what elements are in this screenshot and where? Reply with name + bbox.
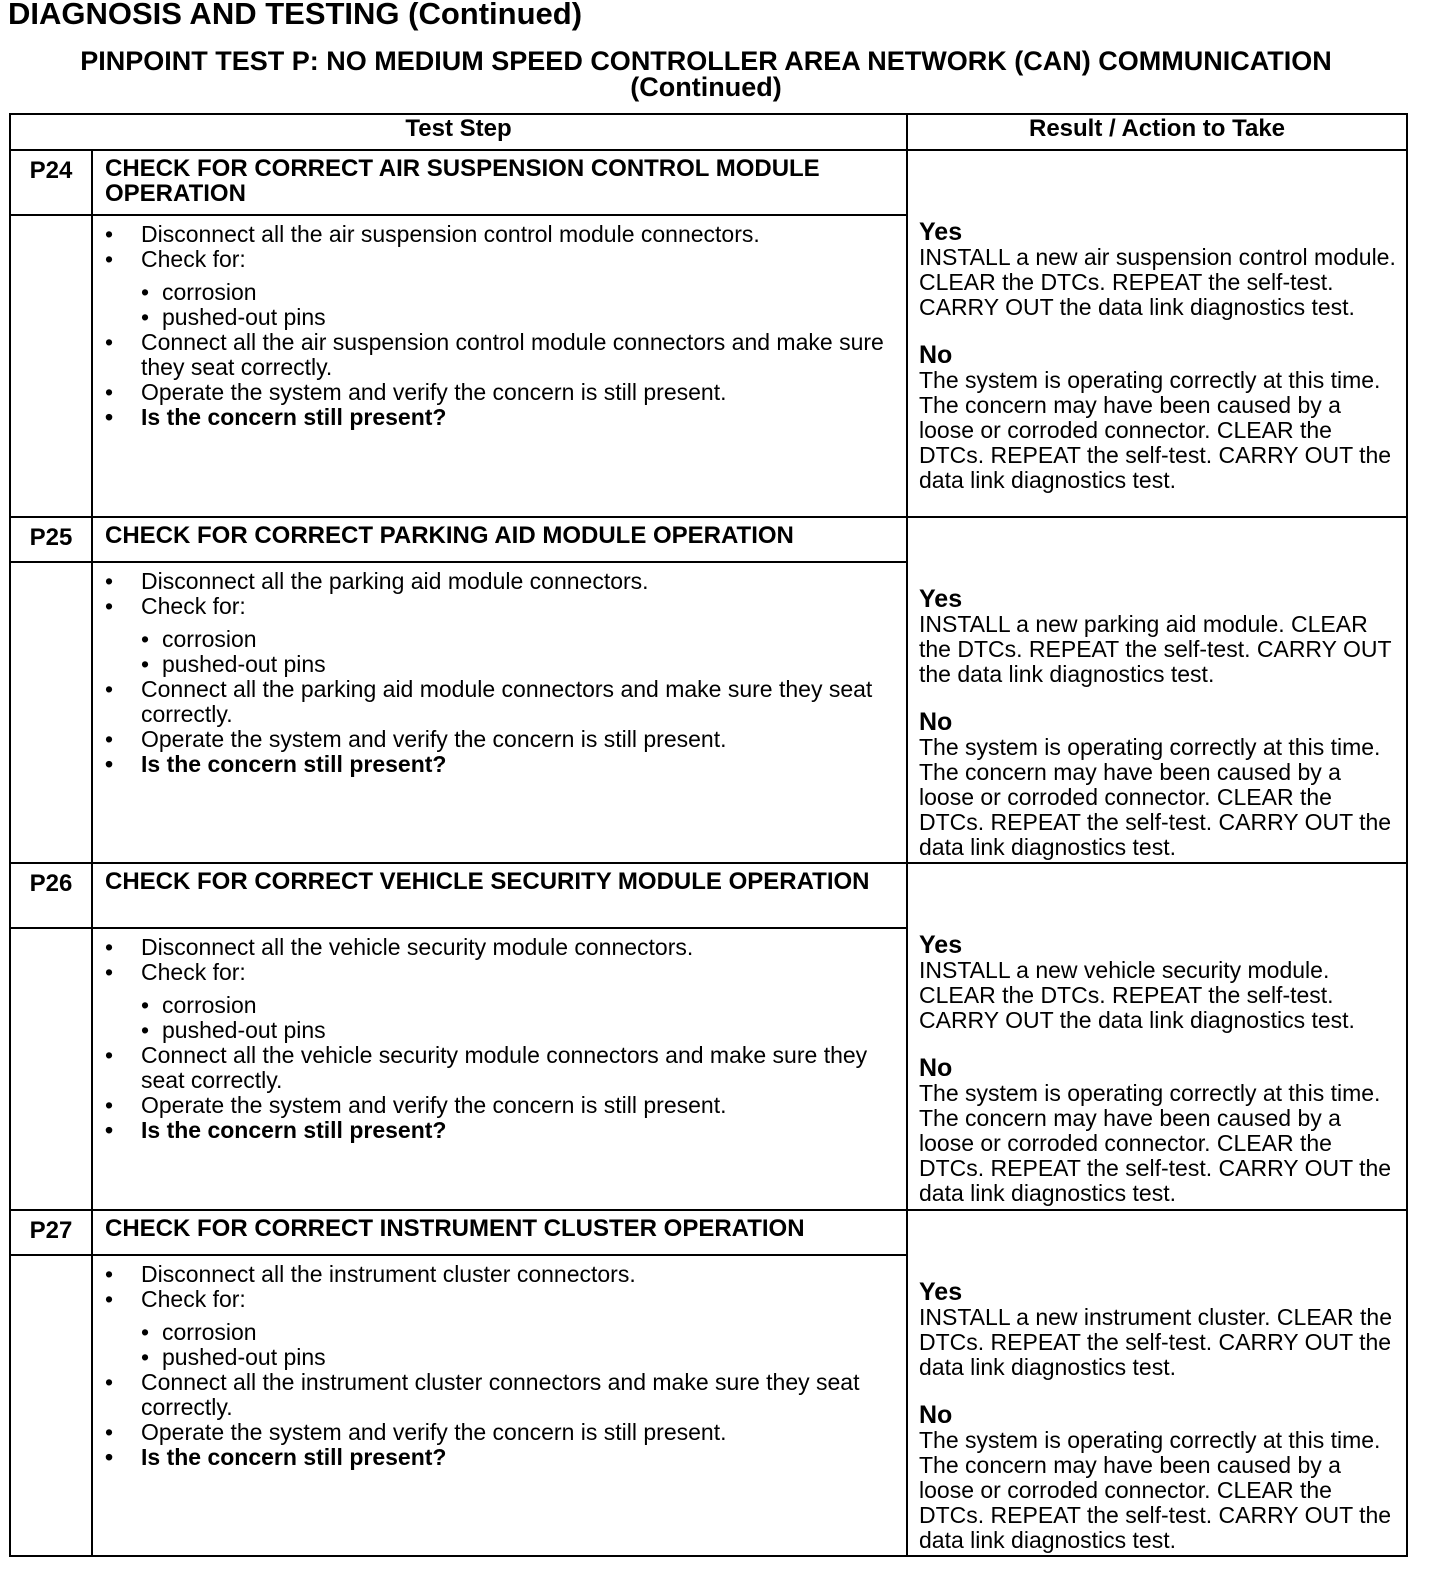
action-item-label: Check for:: [141, 1285, 246, 1312]
step-action-list: [105, 935, 894, 1143]
action-item: • Disconnect all the parking aid module connectors.: [105, 569, 894, 594]
step-title: CHECK FOR CORRECT VEHICLE SECURITY MODULE OPERATION: [92, 863, 907, 928]
step-title: CHECK FOR CORRECT INSTRUMENT CLUSTER OPERATION: [92, 1210, 907, 1255]
pinpoint-test-table: [9, 113, 1408, 1557]
result-yes-label: Yes: [919, 585, 963, 613]
check-sub-item: • corrosion: [141, 280, 894, 305]
step-action-list: [105, 222, 894, 430]
result-yes-text: INSTALL a new vehicle security module. CLEAR the DTCs. REPEAT the self-test. CARRY OUT the data link diagnostics test.: [919, 957, 1355, 1033]
action-item: • Disconnect all the instrument cluster connectors.: [105, 1262, 894, 1287]
result-yes-text: INSTALL a new air suspension control module. CLEAR the DTCs. REPEAT the self-test. CARRY OUT the data link diagnostics test.: [919, 244, 1396, 320]
action-item-label: Check for:: [141, 592, 246, 619]
action-item-check: [105, 960, 894, 1043]
result-no-label: No: [919, 1054, 953, 1082]
action-question: • Is the concern still present?: [105, 1118, 894, 1143]
check-sub-item: • corrosion: [141, 627, 894, 652]
action-question: • Is the concern still present?: [105, 405, 894, 430]
result-no-label: No: [919, 708, 953, 736]
step-header-row: [10, 863, 1407, 928]
action-item: • Connect all the instrument cluster connectors and make sure they seat correctly.: [105, 1370, 894, 1420]
action-item: • Disconnect all the vehicle security module connectors.: [105, 935, 894, 960]
check-sub-item: • corrosion: [141, 1320, 894, 1345]
step-actions-cell: [92, 215, 907, 517]
action-item: • Connect all the vehicle security module connectors and make sure they seat correctly.: [105, 1043, 894, 1093]
result-no-text: The system is operating correctly at this time. The concern may have been caused by a loose or corroded connector. CLEAR the DTCs. REPEAT the self-test. CARRY OUT the data link diagnostics test.: [919, 734, 1392, 860]
result-no-text: The system is operating correctly at this time. The concern may have been caused by a loose or corroded connector. CLEAR the DTCs. REPEAT the self-test. CARRY OUT the data link diagnostics test.: [919, 367, 1392, 493]
step-action-list: [105, 1262, 894, 1470]
result-no-text: The system is operating correctly at this time. The concern may have been caused by a loose or corroded connector. CLEAR the DTCs. REPEAT the self-test. CARRY OUT the data link diagnostics test.: [919, 1427, 1392, 1553]
step-body-spacer: [10, 928, 92, 1210]
action-item: • Operate the system and verify the concern is still present.: [105, 1093, 894, 1118]
pinpoint-test-title-line2: (Continued): [630, 72, 782, 102]
table-header-row: [10, 114, 1407, 150]
check-sub-list: [141, 1320, 894, 1370]
check-sub-item: • pushed-out pins: [141, 305, 894, 330]
column-header-result: Result / Action to Take: [907, 114, 1407, 150]
step-title: CHECK FOR CORRECT AIR SUSPENSION CONTROL MODULE OPERATION: [92, 150, 907, 215]
step-body-spacer: [10, 562, 92, 863]
action-item: • Operate the system and verify the concern is still present.: [105, 727, 894, 752]
result-yes-label: Yes: [919, 1278, 963, 1306]
action-item-label: Check for:: [141, 959, 246, 985]
action-item-label: Check for:: [141, 246, 246, 272]
step-action-list: [105, 569, 894, 777]
check-sub-item: • corrosion: [141, 993, 894, 1018]
result-yes-label: Yes: [919, 218, 963, 246]
step-actions-cell: [92, 1255, 907, 1556]
pinpoint-test-title-line1: PINPOINT TEST P: NO MEDIUM SPEED CONTROLLER AREA NETWORK (CAN) COMMUNICATION: [80, 46, 1332, 76]
action-item: • Operate the system and verify the concern is still present.: [105, 380, 894, 405]
check-sub-list: [141, 627, 894, 677]
check-sub-item: • pushed-out pins: [141, 1018, 894, 1043]
step-title: CHECK FOR CORRECT PARKING AID MODULE OPERATION: [92, 517, 907, 562]
action-question: • Is the concern still present?: [105, 752, 894, 777]
step-id: P25: [10, 517, 92, 562]
result-no-label: No: [919, 1401, 953, 1429]
step-actions-cell: [92, 928, 907, 1210]
result-no-text: The system is operating correctly at this time. The concern may have been caused by a loose or corroded connector. CLEAR the DTCs. REPEAT the self-test. CARRY OUT the data link diagnostics test.: [919, 1080, 1392, 1206]
step-header-row: [10, 1210, 1407, 1255]
column-header-test-step: Test Step: [10, 114, 907, 150]
action-item: • Operate the system and verify the concern is still present.: [105, 1420, 894, 1445]
action-item: • Connect all the air suspension control module connectors and make sure they seat correctly.: [105, 330, 894, 380]
result-no-label: No: [919, 341, 953, 369]
result-yes-text: INSTALL a new instrument cluster. CLEAR the DTCs. REPEAT the self-test. CARRY OUT the data link diagnostics test.: [919, 1304, 1392, 1380]
step-id: P27: [10, 1210, 92, 1255]
check-sub-list: [141, 280, 894, 330]
step-header-row: [10, 150, 1407, 215]
result-yes-label: Yes: [919, 931, 963, 959]
step-actions-cell: [92, 562, 907, 863]
pinpoint-test-title: [0, 48, 1412, 100]
action-question: • Is the concern still present?: [105, 1445, 894, 1470]
result-yes-text: INSTALL a new parking aid module. CLEAR the DTCs. REPEAT the self-test. CARRY OUT the data link diagnostics test.: [919, 611, 1392, 687]
step-id: P26: [10, 863, 92, 928]
page-header: DIAGNOSIS AND TESTING (Continued): [8, 0, 583, 31]
check-sub-list: [141, 993, 894, 1043]
action-item-check: [105, 1287, 894, 1370]
action-item: • Connect all the parking aid module connectors and make sure they seat correctly.: [105, 677, 894, 727]
step-header-row: [10, 517, 1407, 562]
result-cell: [907, 150, 1407, 517]
step-body-spacer: [10, 215, 92, 517]
result-cell: [907, 863, 1407, 1210]
step-body-spacer: [10, 1255, 92, 1556]
result-cell: [907, 1210, 1407, 1556]
check-sub-item: • pushed-out pins: [141, 1345, 894, 1370]
result-cell: [907, 517, 1407, 863]
action-item-check: [105, 594, 894, 677]
action-item-check: [105, 247, 894, 330]
action-item: • Disconnect all the air suspension control module connectors.: [105, 222, 894, 247]
step-id: P24: [10, 150, 92, 215]
check-sub-item: • pushed-out pins: [141, 652, 894, 677]
